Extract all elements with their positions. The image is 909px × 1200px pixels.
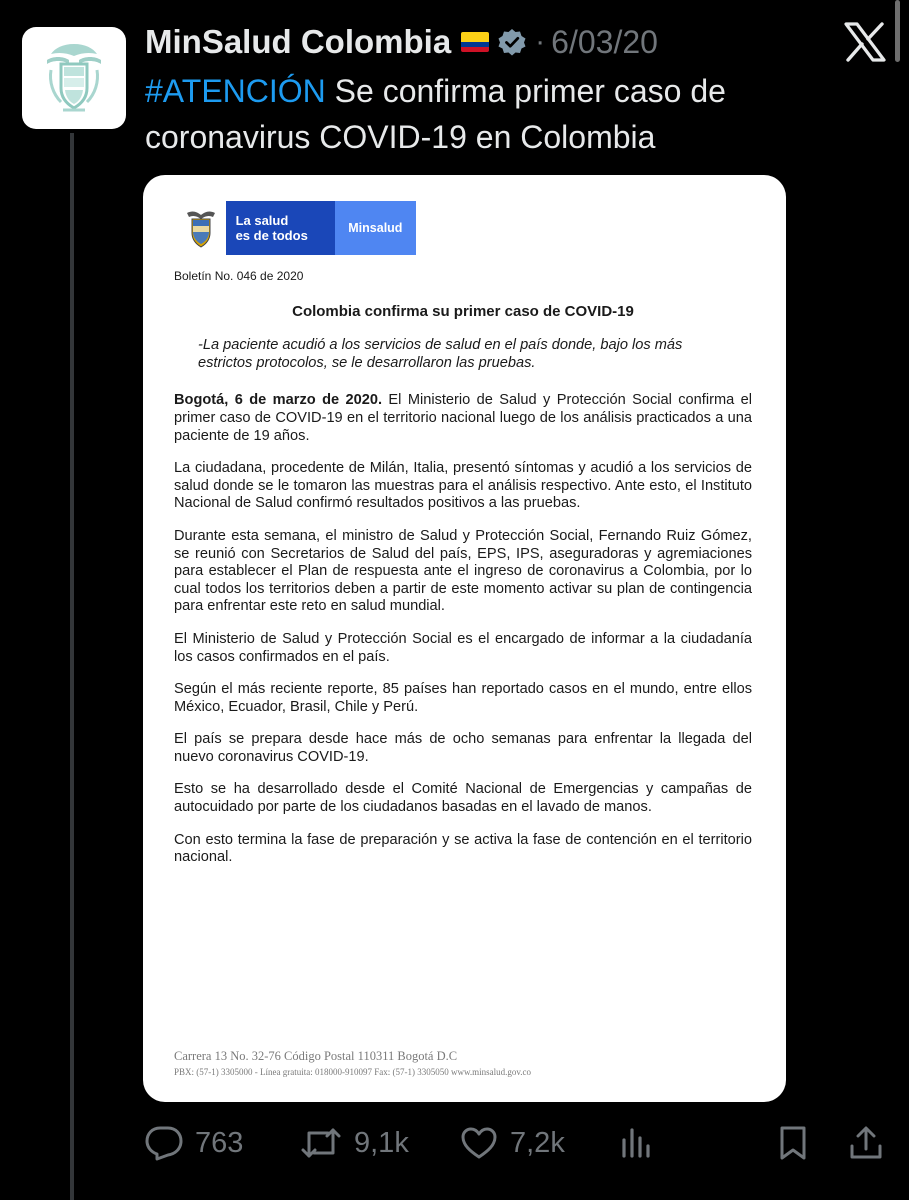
reply-count: 763 — [195, 1126, 244, 1159]
repost-count: 9,1k — [354, 1126, 409, 1159]
coat-of-arms-logo — [39, 38, 109, 118]
repost-button[interactable] — [300, 1118, 409, 1168]
document-title: Colombia confirma su primer caso de COVID-19 — [292, 302, 634, 320]
tweet-date[interactable]: 6/03/20 — [551, 23, 658, 60]
views-button[interactable] — [619, 1118, 653, 1168]
document-subtitle: -La paciente acudió a los servicios de salud en el país donde, bajo los más estrictos protocolos, se le desarrollaron las pruebas. — [198, 337, 683, 371]
coat-of-arms-icon — [176, 201, 226, 255]
avatar[interactable] — [22, 27, 126, 129]
paragraph-3: Durante esta semana, el ministro de Salud y Protección Social, Fernando Ruiz Gómez, se reunió con Secretarios de Salud del país, EPS, IPS, aseguradoras y agremiaciones para establecer el Plan de respuesta ante el ingreso de coronavirus a Colombia, por lo cual todos los territorios deben a partir de este momento activar su plan de contingencia para enfrentar este reto en salud mundial. — [174, 527, 752, 615]
separator-dot: · — [535, 25, 546, 58]
paragraph-6: El país se prepara desde hace más de ocho semanas para enfrentar la llegada del nuevo coronavirus COVID-19. — [174, 731, 752, 765]
x-logo-icon[interactable] — [844, 22, 886, 62]
tweet-action-bar — [145, 1118, 885, 1168]
thread-line — [70, 133, 74, 1200]
display-name[interactable]: MinSalud Colombia — [145, 23, 452, 60]
document-footer — [174, 1049, 734, 1077]
verified-badge-icon[interactable] — [497, 27, 527, 57]
logo-brand: Minsalud — [335, 201, 416, 255]
attached-image[interactable] — [143, 175, 786, 1102]
tweet-body-text: Se confirma primer caso de coronavirus COVID-19 en Colombia — [145, 73, 726, 155]
minsalud-logo — [176, 201, 416, 255]
views-icon — [619, 1126, 653, 1160]
paragraph-8: Con esto termina la fase de preparación y se activa la fase de contención en el territorio nacional. — [174, 831, 752, 866]
share-button[interactable] — [849, 1118, 883, 1168]
paragraph-7: Esto se ha desarrollado desde el Comité Nacional de Emergencias y campañas de autocuidado por parte de los ciudadanos basadas en el lavado de manos. — [174, 781, 752, 816]
logo-line-2: es de todos — [235, 228, 308, 243]
bookmark-button[interactable] — [777, 1118, 809, 1168]
paragraph-4: El Ministerio de Salud y Protección Social es el encargado de informar a la ciudadanía los casos confirmados en el país. — [174, 630, 752, 665]
repost-icon — [300, 1126, 342, 1160]
like-button[interactable] — [460, 1118, 565, 1168]
bookmark-icon — [777, 1125, 809, 1161]
reply-icon — [145, 1125, 183, 1161]
scrollbar[interactable] — [895, 0, 900, 62]
reply-button[interactable] — [145, 1118, 243, 1168]
paragraph-1-text: El Ministerio de Salud y Protección Social confirma el primer caso de COVID-19 en el territorio nacional luego de los análisis practicados a una paciente de 19 años. — [174, 392, 752, 444]
dateline: Bogotá, 6 de marzo de 2020. — [174, 392, 383, 409]
tweet-text — [145, 68, 845, 160]
footer-contact: PBX: (57-1) 3305000 - Línea gratuita: 018000-910097 Fax: (57-1) 3305050 www.minsalud.gov.co — [174, 1067, 532, 1077]
document-body — [174, 263, 752, 867]
logo-line-1: La salud — [235, 213, 289, 228]
footer-address: Carrera 13 No. 32-76 Código Postal 110311 Bogotá D.C — [174, 1049, 458, 1063]
tweet-header — [145, 20, 658, 64]
share-icon — [849, 1125, 883, 1161]
paragraph-5: Según el más reciente reporte, 85 países han reportado casos en el mundo, entre ellos México, Ecuador, Brasil, Chile y Perú. — [174, 681, 752, 715]
paragraph-1 — [174, 392, 752, 445]
colombia-flag-icon — [461, 32, 489, 52]
like-count: 7,2k — [510, 1126, 565, 1159]
like-icon — [460, 1126, 498, 1160]
logo-slogan — [226, 201, 335, 255]
bulletin-number: Boletín No. 046 de 2020 — [174, 269, 304, 283]
hashtag-link[interactable]: #ATENCIÓN — [145, 73, 326, 109]
paragraph-2: La ciudadana, procedente de Milán, Italia, presentó síntomas y acudió a los servicios de salud donde se le tomaron las muestras para el análisis respectivo. Ante esto, el Instituto Nacional de Salud confirmó resultados positivos a las pruebas. — [174, 460, 752, 512]
